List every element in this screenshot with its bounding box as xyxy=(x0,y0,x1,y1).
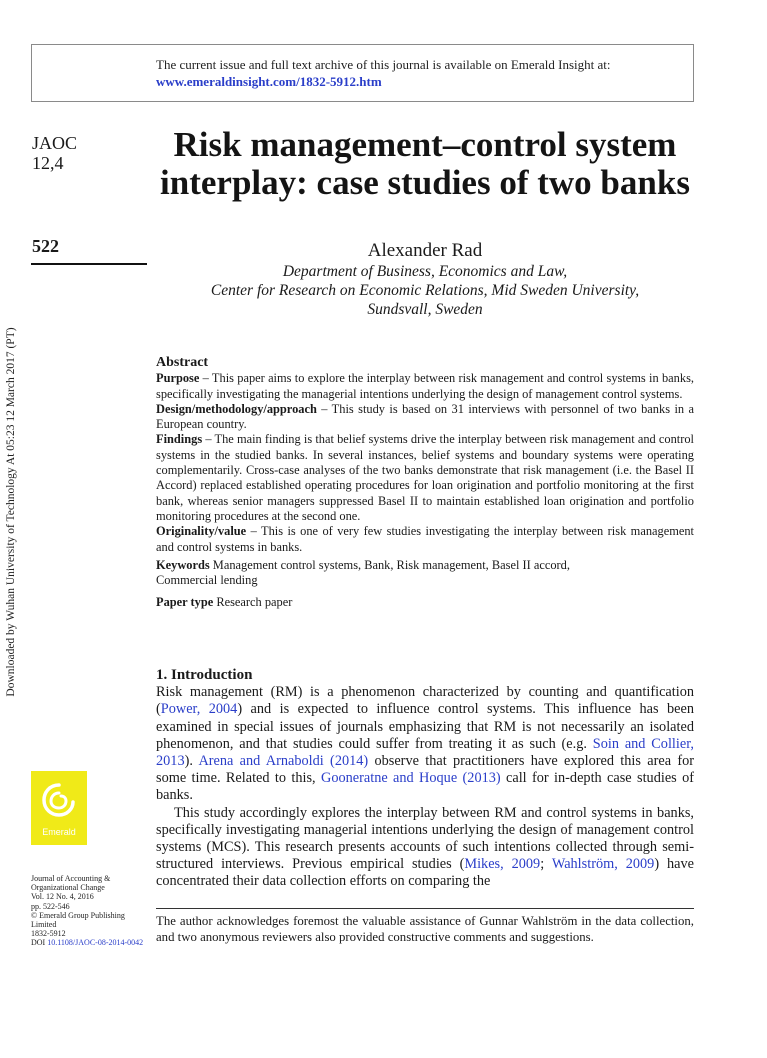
intro-paragraph-2 xyxy=(156,805,694,891)
affiliation-line: Sundsvall, Sweden xyxy=(367,301,483,318)
introduction-section xyxy=(156,667,694,891)
footnote-rule xyxy=(156,908,694,909)
acknowledgement-footnote: The author acknowledges foremost the valuable assistance of Gunnar Wahlström in the data collection, and two anonymous reviewers also provided constructive comments and suggestions. xyxy=(156,914,694,944)
archive-notice-text: The current issue and full text archive of this journal is available on Emerald Insight at: xyxy=(156,57,611,72)
intro-text: Risk management (RM) is a phenomenon characterized by counting and quantification ( xyxy=(156,684,694,718)
abstract-purpose xyxy=(156,371,694,402)
paper-type-label: Paper type xyxy=(156,595,214,610)
introduction-heading: 1. Introduction xyxy=(156,667,253,683)
design-label: Design/methodology/approach xyxy=(156,401,317,416)
purpose-text: – This paper aims to explore the interplay between risk management and control systems in banks, specifically investigating the managerial intentions underlying the design of management control systems. xyxy=(156,371,694,401)
citation-mikes-2009[interactable]: Mikes, 2009 xyxy=(464,856,541,873)
abstract-design xyxy=(156,402,694,433)
citation-arena-arnaboldi-2014[interactable]: Arena and Arnaboldi (2014) xyxy=(198,753,369,770)
abstract-findings xyxy=(156,432,694,524)
abstract-section xyxy=(156,355,694,611)
intro-text: ; xyxy=(540,856,552,873)
keywords-text: Management control systems, Bank, Risk management, Basel II accord, xyxy=(209,557,570,572)
download-watermark: Downloaded by Wuhan University of Technology At 05:23 12 March 2017 (PT) xyxy=(5,327,17,697)
journal-abbr-text: JAOC xyxy=(32,133,78,153)
journal-info-line: Vol. 12 No. 4, 2016 xyxy=(31,892,94,902)
keywords-label: Keywords xyxy=(156,557,210,572)
citation-gooneratne-hoque-2013[interactable]: Gooneratne and Hoque (2013) xyxy=(321,770,501,787)
intro-text: ) and is expected to influence control systems. This influence has been examined in special issues of journals emphasizing that RM is not necessarily an isolated phenomenon, and that studies could suffer from treating it as such (e.g. xyxy=(156,701,695,752)
abstract-heading: Abstract xyxy=(156,355,209,370)
page-number-rule xyxy=(31,263,147,265)
intro-text: observe that practitioners have explored this area for some time. Related to this, xyxy=(156,753,694,787)
journal-info xyxy=(31,874,151,948)
article-title: Risk management–control system interplay: case studies of two banks xyxy=(160,125,690,202)
purpose-label: Purpose xyxy=(156,371,200,386)
affiliation-line: Center for Research on Economic Relations, Mid Sweden University, xyxy=(210,282,640,299)
journal-abbreviation xyxy=(32,133,77,173)
emerald-logo xyxy=(31,771,87,845)
findings-label: Findings xyxy=(156,432,203,447)
intro-text: This study accordingly explores the interplay between RM and control systems in banks, specifically investigating managerial intentions underlying the design of management control systems (MCS). This research presents accounts of such intentions collected through semi-structured interviews. Previous empirical studies ( xyxy=(156,804,694,873)
intro-text: call for in-depth case studies of banks. xyxy=(156,770,694,804)
abstract-paper-type xyxy=(156,595,694,610)
volume-issue-text: 12,4 xyxy=(32,153,64,173)
doi-line xyxy=(31,938,151,947)
citation-wahlstrom-2009[interactable]: Wahlström, 2009 xyxy=(551,856,655,873)
doi-link[interactable]: 10.1108/JAOC-08-2014-0042 xyxy=(47,938,144,948)
journal-info-line: Journal of Accounting & xyxy=(31,874,111,883)
archive-url-link[interactable]: www.emeraldinsight.com/1832-5912.htm xyxy=(156,74,382,89)
archive-notice-box xyxy=(31,44,694,102)
citation-power-2004[interactable]: Power, 2004 xyxy=(160,701,238,718)
originality-text: – This is one of very few studies investigating the interplay between risk management and control systems in banks. xyxy=(156,524,694,554)
journal-info-line: pp. 522-546 xyxy=(31,901,70,911)
affiliation-line: Department of Business, Economics and Law, xyxy=(282,263,568,280)
journal-info-line: Organizational Change xyxy=(31,883,105,893)
citation-soin-collier-2013[interactable]: Soin and Collier, 2013 xyxy=(156,735,694,770)
emerald-logo-text: Emerald xyxy=(42,827,76,837)
abstract-keywords xyxy=(156,558,694,589)
paper-type-text: Research paper xyxy=(213,595,293,610)
author-name: Alexander Rad xyxy=(367,240,483,261)
abstract-originality xyxy=(156,524,694,555)
design-text: – This study is based on 31 interviews with personnel of two banks in a European country. xyxy=(156,401,694,432)
keywords-text-2: Commercial lending xyxy=(156,573,258,588)
journal-info-line: 1832-5912 xyxy=(31,929,66,939)
intro-text: ). xyxy=(184,753,199,770)
intro-text: ) have concentrated their data collection efforts on comparing the xyxy=(156,856,694,890)
doi-label: DOI xyxy=(31,938,46,948)
intro-paragraph-1 xyxy=(156,684,694,804)
page-number: 522 xyxy=(32,236,59,256)
originality-label: Originality/value xyxy=(156,524,247,539)
author-affiliation xyxy=(155,262,695,319)
journal-info-line: © Emerald Group Publishing Limited xyxy=(31,910,125,930)
findings-text: – The main finding is that belief systems drive the interplay between risk management and control systems in the studied banks. In several instances, belief systems and boundary systems were operating complementarily. Cross-case analyses of the two banks demonstrate that risk management (i.e. the Basel II Accord) replaced established operating procedures for loan origination and portfolio monitoring at the first bank, whereas senior managers suppressed Basel II to maintain established loan origination and portfolio monitoring procedures at the second one. xyxy=(156,432,694,523)
emerald-swirl-icon xyxy=(39,779,79,823)
